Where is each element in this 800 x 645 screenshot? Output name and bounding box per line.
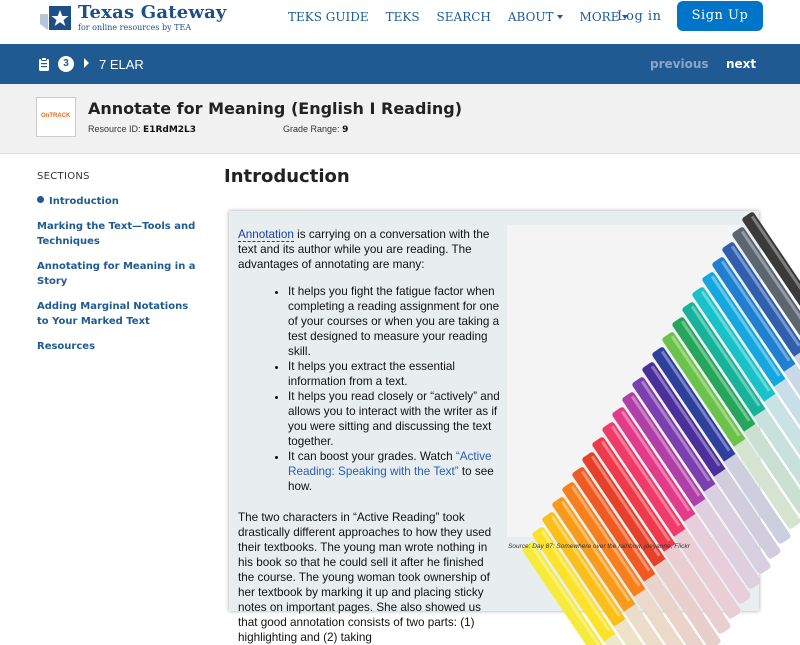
previous-button[interactable]: previous [650, 57, 709, 71]
clipboard-icon[interactable] [38, 57, 50, 76]
bullet4-post: to see how. [288, 465, 494, 493]
bookmark-count-badge: 3 [58, 56, 74, 72]
nav-teks-guide[interactable]: TEKS GUIDE [288, 10, 369, 24]
content-panel [229, 211, 759, 644]
grade-range-value: 9 [342, 125, 349, 135]
next-button[interactable]: next [726, 57, 757, 71]
active-reading-paragraph: The two characters in “Active Reading” took drastically different approaches to how they used their textbooks. The young man wrote nothing in his book so that he could sell it after he finished the course. The young woman took ownership of her textbook by marking it up and placing sticky notes on important pages. She also showed us that good annotation consists of two parts: (1) highlighting and (2) taking [238, 511, 492, 644]
sidebar-item-label: Introduction [49, 196, 119, 207]
grade-range [283, 124, 348, 135]
intro-paragraph-rest: is carrying on a conversation with the text and its author while you are reading. The advantages of annotating are many: [238, 228, 490, 271]
login-link[interactable]: Log in [617, 9, 662, 24]
nav-more-label: MORE [579, 10, 620, 24]
top-header [0, 0, 800, 44]
ontrack-logo-text: OnTRACK [41, 113, 71, 119]
intro-text [238, 227, 502, 645]
bullet4-pre: It can boost your grades. Watch [288, 450, 456, 463]
sidebar-item-annotating-story[interactable]: Annotating for Meaning in a Story [37, 261, 196, 287]
advantages-list [288, 284, 502, 494]
sidebar-item-marginal-notations[interactable]: Adding Marginal Notations to Your Marked Text [37, 301, 189, 327]
caret-down-icon [557, 15, 563, 19]
list-item: • It helps you read closely or “actively” and allows you to interact with the writer as if you were sitting and discussing the text together. [288, 389, 502, 449]
sign-up-button[interactable]: Sign Up [677, 1, 763, 31]
photo-caption: Source: Day 87: Somewhere over the rainbow, joeyanne, Flickr [508, 543, 690, 550]
sidebar-item-resources[interactable]: Resources [37, 341, 96, 352]
list-item [288, 449, 502, 494]
active-reading-video-link[interactable]: “Active Reading: Speaking with the Text” [288, 450, 492, 478]
list-item: • It helps you fight the fatigue factor when completing a reading assignment for one of your courses or when you are taking a test designed to measure your reading skill. [288, 284, 502, 359]
star-badge-icon [38, 4, 72, 32]
intro-paragraph [238, 227, 502, 272]
resource-title: Annotate for Meaning (English I Reading) [88, 99, 463, 118]
current-section-dot-icon [37, 196, 44, 203]
resource-thumbnail [36, 97, 76, 137]
resource-id-label: Resource ID: [88, 124, 141, 134]
top-nav [288, 10, 645, 24]
breadcrumb-course[interactable]: 7 ELAR [99, 57, 144, 72]
sidebar-item-introduction[interactable] [37, 194, 197, 209]
nav-teks[interactable]: TEKS [385, 10, 420, 24]
section-title: Introduction [224, 166, 350, 187]
breadcrumb-bar [0, 44, 800, 84]
logo-subtitle: for online resources by TEA [78, 23, 192, 32]
nav-search[interactable]: SEARCH [436, 10, 491, 24]
resource-id-value: E1RdM2L3 [143, 125, 197, 135]
resource-header [0, 84, 800, 154]
colored-pens-photo [507, 225, 741, 537]
logo-name: Texas Gateway [78, 2, 227, 23]
nav-about-label: ABOUT [507, 10, 554, 24]
chevron-right-icon [84, 58, 89, 68]
grade-range-label: Grade Range: [283, 124, 340, 134]
sections-heading: SECTIONS [37, 171, 90, 182]
nav-about[interactable] [508, 10, 563, 24]
resource-id [88, 124, 196, 135]
texas-gateway-logo[interactable] [38, 3, 227, 32]
sidebar-item-marking-the-text[interactable]: Marking the Text—Tools and Techniques [37, 221, 196, 247]
list-item: • It helps you extract the essential information from a text. [288, 359, 502, 389]
annotation-glossary-link[interactable]: Annotation [238, 228, 294, 241]
